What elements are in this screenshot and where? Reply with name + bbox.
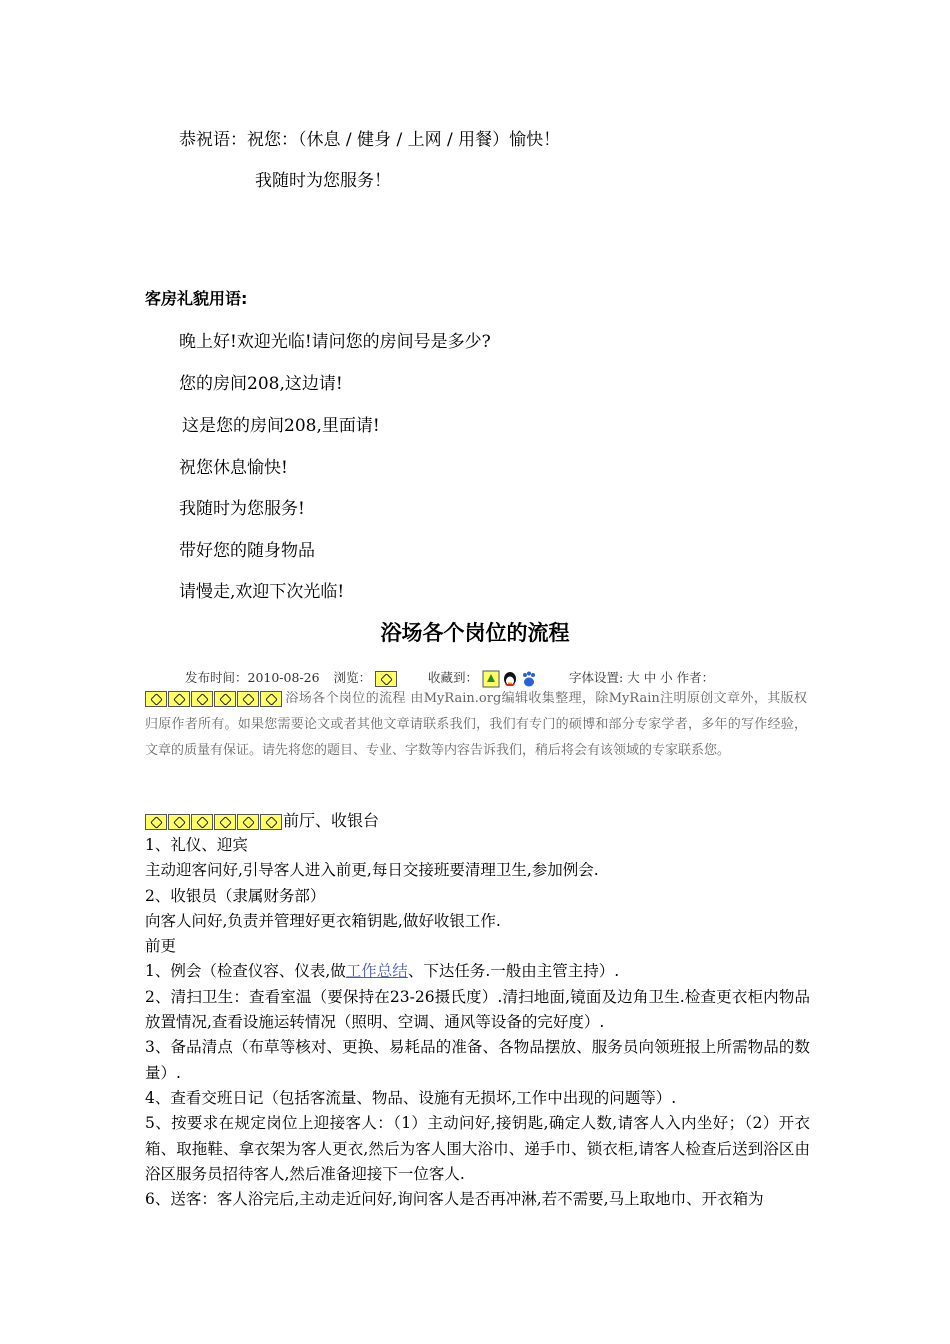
diamond-icon bbox=[260, 814, 282, 830]
collect-label: 收藏到： bbox=[428, 670, 479, 685]
baidu-paw-icon[interactable] bbox=[520, 670, 538, 688]
author-icon-row bbox=[145, 691, 283, 706]
diamond-icon bbox=[191, 814, 213, 830]
diamond-icon bbox=[145, 814, 167, 830]
paragraph: 5、按要求在规定岗位上迎接客人：（1）主动问好,接钥匙,确定人数,请客人入内坐好；（2）开衣箱、取拖鞋、拿衣架为客人更衣,然后为客人围大浴巾、递手巾、锁衣柜,请客人检查后送到浴区由浴区服务员招待客人,然后准备迎接下一位客人. bbox=[145, 1114, 810, 1183]
bookmark-share-icon[interactable] bbox=[482, 670, 500, 688]
room-line-3: 这是您的房间208,里面请! bbox=[182, 416, 380, 436]
diamond-icon bbox=[191, 691, 213, 707]
article-intro bbox=[145, 686, 807, 764]
work-summary-link[interactable]: 工作总结 bbox=[345, 962, 408, 981]
section-icon-row bbox=[145, 811, 283, 830]
paragraph-text: 、下达任务.一般由主管主持）. bbox=[407, 962, 620, 981]
room-line-7: 请慢走,欢迎下次光临! bbox=[179, 582, 345, 602]
diamond-icon bbox=[237, 691, 259, 707]
paragraph: 主动迎客问好,引导客人进入前更,每日交接班要清理卫生,参加例会. bbox=[145, 861, 599, 880]
author-label: 作者： bbox=[676, 670, 715, 685]
section-head bbox=[145, 808, 379, 831]
paragraph: 2、清扫卫生：查看室温（要保持在23-26摄氏度）.清扫地面,镜面及边角卫生.检查更衣柜内物品放置情况,查看设施运转情况（照明、空调、通风等设备的完好度）. bbox=[145, 987, 810, 1032]
room-line-6: 带好您的随身物品 bbox=[179, 541, 315, 561]
room-line-2: 您的房间208,这边请! bbox=[179, 374, 343, 394]
diamond-icon bbox=[214, 814, 236, 830]
qq-icon[interactable] bbox=[501, 670, 519, 688]
article-body bbox=[145, 833, 810, 1212]
diamond-icon bbox=[237, 814, 259, 830]
article-meta bbox=[185, 668, 714, 688]
paragraph: 6、送客：客人浴完后,主动走近问好,询问客人是否再冲淋,若不需要,马上取地巾、开衣箱为 bbox=[145, 1190, 764, 1209]
room-line-4: 祝您休息愉快! bbox=[179, 458, 288, 478]
paragraph: 向客人问好,负责并管理好更衣箱钥匙,做好收银工作. bbox=[145, 911, 501, 930]
room-line-5: 我随时为您服务! bbox=[179, 499, 305, 519]
paragraph: 前更 bbox=[145, 937, 177, 956]
diamond-icon bbox=[260, 691, 282, 707]
section-head-text: 前厅、收银台 bbox=[283, 811, 380, 830]
diamond-icon bbox=[145, 691, 167, 707]
greeting-line-1: 恭祝语：祝您：（休息 / 健身 / 上网 / 用餐）愉快！ bbox=[179, 130, 561, 150]
publish-date: 发布时间：2010-08-26 bbox=[185, 670, 320, 685]
greeting-line-2: 我随时为您服务！ bbox=[255, 171, 391, 191]
diamond-icon bbox=[168, 691, 190, 707]
paragraph-text: 1、例会（检查仪容、仪表,做 bbox=[145, 962, 346, 981]
paragraph bbox=[145, 959, 810, 984]
paragraph: 2、收银员（隶属财务部） bbox=[145, 886, 326, 905]
paragraph: 1、礼仪、迎宾 bbox=[145, 836, 248, 854]
browse-icon[interactable] bbox=[375, 671, 397, 687]
diamond-icon bbox=[214, 691, 236, 707]
intro-text: 浴场各个岗位的流程 由MyRain.org编辑收集整理，除MyRain注明原创文章外，其版权归原作者所有。如果您需要论文或者其他文章请联系我们，我们有专门的硕博和部分专家学者，多年的写作经验，文章的质量有保证。请先将您的题目、专业、字数等内容告诉我们，稍后将会有该领域的专家联系您。 bbox=[145, 691, 807, 758]
diamond-icon bbox=[168, 814, 190, 830]
font-size-setting[interactable]: 字体设置: 大 中 小 bbox=[569, 670, 673, 685]
paragraph: 4、查看交班日记（包括客流量、物品、设施有无损坏,工作中出现的问题等）. bbox=[145, 1088, 677, 1107]
paragraph: 3、备品清点（布草等核对、更换、易耗品的准备、各物品摆放、服务员向领班报上所需物品的数量）. bbox=[145, 1038, 810, 1082]
room-line-1: 晚上好!欢迎光临!请问您的房间号是多少? bbox=[179, 332, 491, 352]
article-title: 浴场各个岗位的流程 bbox=[380, 621, 570, 645]
room-section-heading: 客房礼貌用语: bbox=[145, 289, 248, 308]
browse-label: 浏览： bbox=[333, 670, 372, 685]
